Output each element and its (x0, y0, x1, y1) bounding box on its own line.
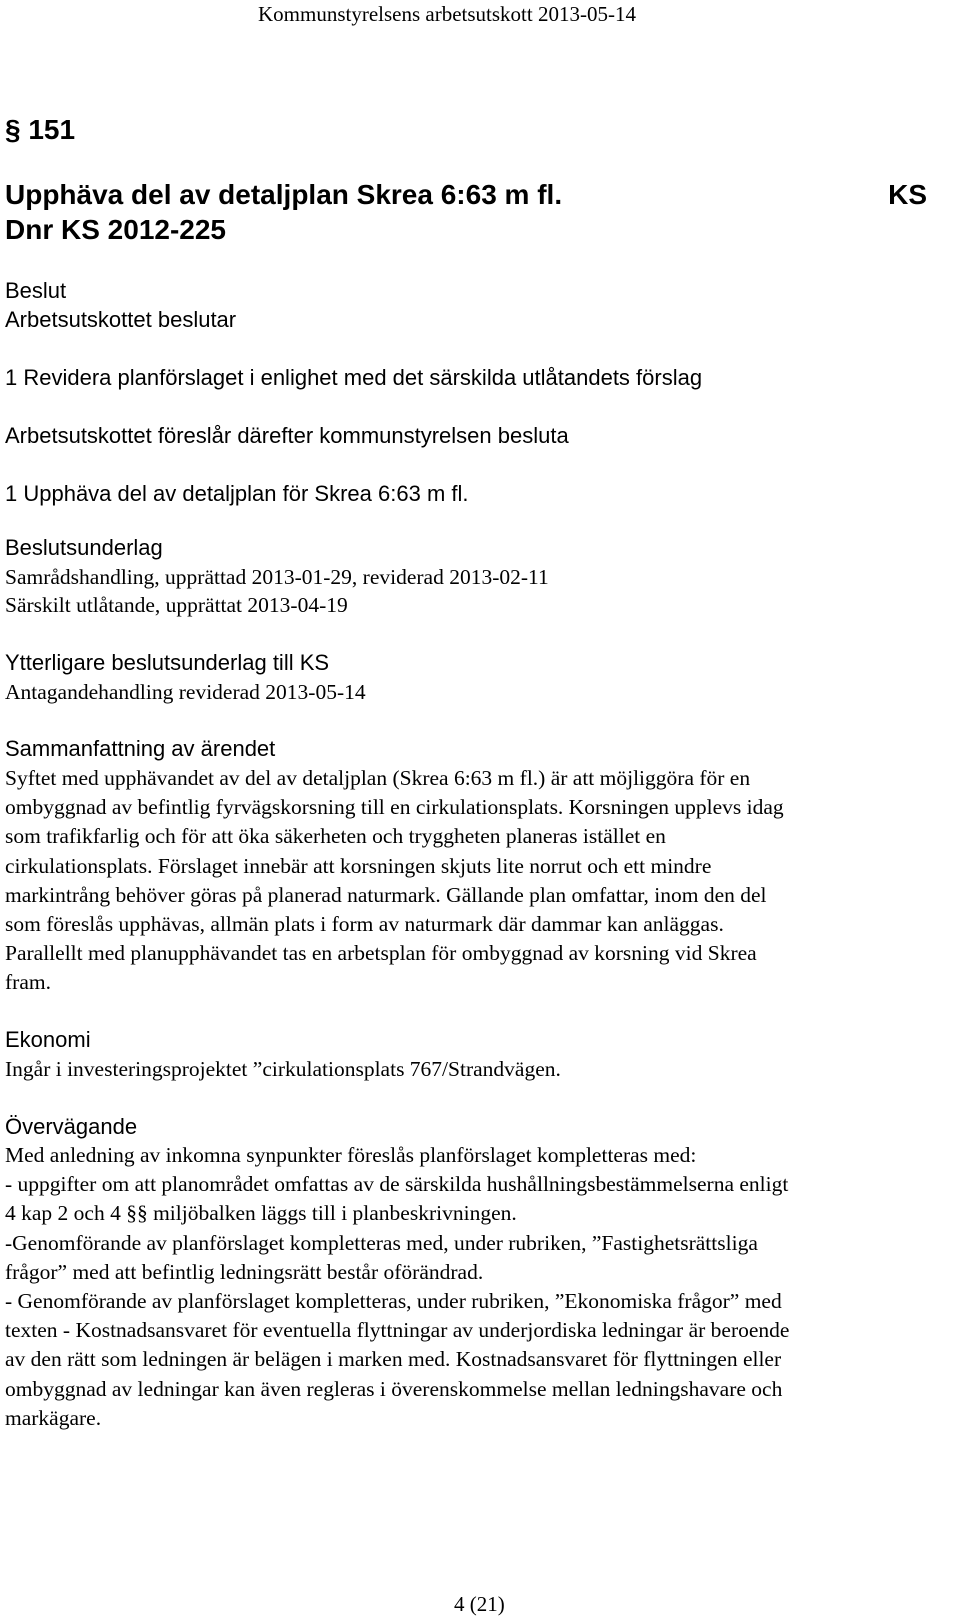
beslutsunderlag-item: Särskilt utlåtande, upprättat 2013-04-19 (5, 593, 348, 617)
document-title: Upphäva del av detaljplan Skrea 6:63 m fl. (5, 179, 563, 210)
sammanfattning-body (5, 764, 935, 998)
body-line: -Genomförande av planförslaget kompletteras med, under rubriken, ”Fastighetsrättsliga (5, 1230, 758, 1255)
body-line: 4 kap 2 och 4 §§ miljöbalken läggs till i planbeskrivningen. (5, 1201, 517, 1226)
overvagande-heading: Övervägande (5, 1114, 138, 1139)
beslut-intro: Arbetsutskottet beslutar (5, 307, 237, 332)
body-line: markägare. (5, 1405, 102, 1430)
overvagande-body (5, 1141, 935, 1433)
ytterligare-heading: Ytterligare beslutsunderlag till KS (5, 650, 330, 675)
sammanfattning-heading: Sammanfattning av ärendet (5, 736, 276, 761)
body-line: Parallellt med planupphävandet tas en arbetsplan för ombyggnad av korsning vid Skrea (5, 941, 757, 966)
body-line: cirkulationsplats. Förslaget innebär att korsningen skjuts lite norrut och ett mindre (5, 853, 712, 878)
body-line: fram. (5, 970, 51, 995)
body-line: som trafikfarlig och för att öka säkerheten och tryggheten planeras istället en (5, 824, 666, 849)
beslut-heading: Beslut (5, 278, 67, 303)
paragraph-number: § 151 (5, 114, 76, 145)
dnr-number: Dnr KS 2012-225 (5, 214, 227, 245)
body-line: ombyggnad av befintlig fyrvägskorsning till en cirkulationsplats. Korsningen upplevs idag (5, 795, 784, 820)
ekonomi-text: Ingår i investeringsprojektet ”cirkulationsplats 767/Strandvägen. (5, 1057, 561, 1081)
beslutsunderlag-item: Samrådshandling, upprättad 2013-01-29, reviderad 2013-02-11 (5, 565, 549, 589)
body-line: texten - Kostnadsansvaret för eventuella flyttningar av underjordiska ledningar är beroende (5, 1318, 790, 1343)
body-line: - Genomförande av planförslaget kompletteras, under rubriken, ”Ekonomiska frågor” med (5, 1289, 782, 1314)
body-line: Med anledning av inkomna synpunkter föreslås planförslaget kompletteras med: (5, 1143, 697, 1167)
body-line: som föreslås upphävas, allmän plats i form av naturmark där dammar kan anläggas. (5, 912, 724, 937)
body-line: av den rätt som ledningen är belägen i marken med. Kostnadsansvaret för flyttningen eller (5, 1347, 782, 1372)
beslut-proposal: Arbetsutskottet föreslår därefter kommunstyrelsen besluta (5, 423, 569, 448)
body-line: - uppgifter om att planområdet omfattas av de särskilda hushållningsbestämmelserna enligt (5, 1172, 789, 1197)
body-line: Syftet med upphävandet av del av detaljplan (Skrea 6:63 m fl.) är att möjliggöra för en (5, 766, 751, 790)
beslutsunderlag-heading: Beslutsunderlag (5, 535, 163, 560)
ytterligare-item: Antagandehandling reviderad 2013-05-14 (5, 680, 366, 704)
body-line: markintrång behöver göras på planerad naturmark. Gällande plan omfattar, inom den del (5, 882, 767, 907)
beslut-proposal-item: 1 Upphäva del av detaljplan för Skrea 6:63 m fl. (5, 481, 469, 506)
running-header: Kommunstyrelsens arbetsutskott 2013-05-14 (258, 2, 636, 26)
beslut-item: 1 Revidera planförslaget i enlighet med det särskilda utlåtandets förslag (5, 365, 703, 390)
page-number: 4 (21) (454, 1592, 505, 1616)
ekonomi-heading: Ekonomi (5, 1027, 91, 1052)
title-tag: KS (888, 179, 927, 210)
body-line: frågor” med att befintlig ledningsrätt består oförändrad. (5, 1259, 484, 1284)
body-line: ombyggnad av ledningar kan även regleras i överenskommelse mellan ledningshavare och (5, 1376, 783, 1401)
